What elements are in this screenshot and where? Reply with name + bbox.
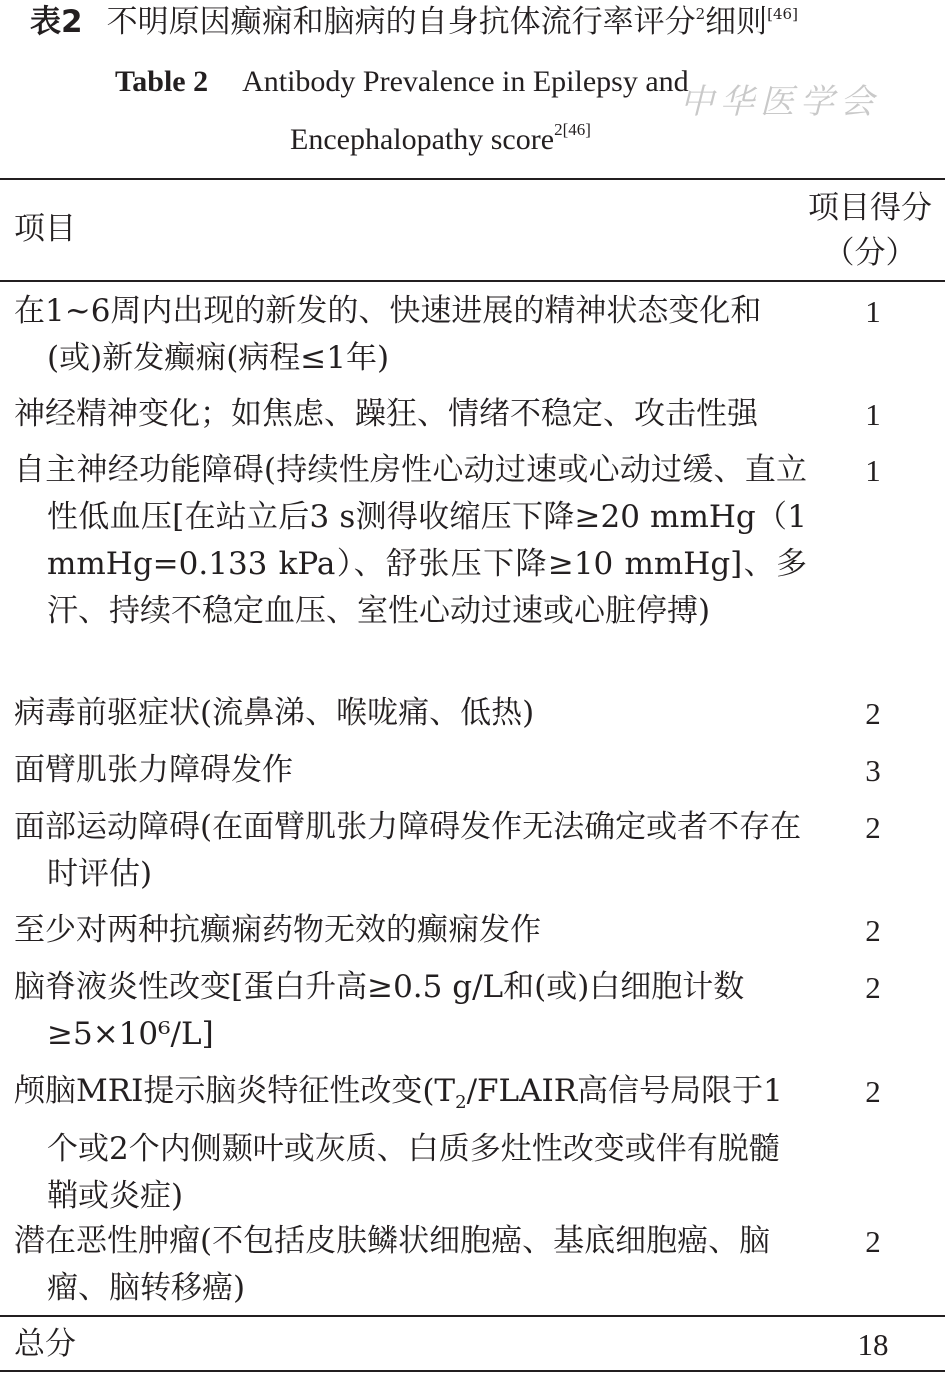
table-label-en: Table 2 [115, 65, 209, 98]
row-item [14, 1068, 807, 1220]
table-title-en-line2 [290, 118, 591, 162]
row-score: 2 [865, 913, 881, 948]
row-item: 面部运动障碍(在面臂肌张力障碍发作无法确定或者不存在时评估) [14, 809, 802, 892]
row-item: 神经精神变化；如焦虑、躁狂、情绪不稳定、攻击性强 [14, 396, 758, 432]
row-item: 潜在恶性肿瘤(不包括皮肤鳞状细胞癌、基底细胞癌、脑瘤、脑转移癌) [14, 1223, 771, 1306]
row-score: 3 [865, 753, 881, 788]
row-item: 脑脊液炎性改变[蛋白升高≥0.5 g/L和(或)白细胞计数≥5×10⁶/L] [14, 969, 745, 1052]
row-item-part: 颅脑MRI提示脑炎特征性改变(T [14, 1073, 456, 1109]
title-en-superscript: 2[46] [554, 120, 591, 139]
row-score: 2 [865, 810, 881, 845]
row-score: 1 [865, 294, 881, 329]
row-score: 1 [865, 453, 881, 488]
row-item: 病毒前驱症状(流鼻涕、喉咙痛、低热) [14, 695, 535, 731]
table-total-rule [0, 1315, 945, 1317]
table-title-cn-text: 不明原因癫痫和脑病的自身抗体流行率评分 [106, 4, 696, 40]
row-score: 2 [865, 1224, 881, 1259]
table-top-rule [0, 178, 945, 180]
table-title-cn-tail: 细则 [705, 4, 768, 40]
table-title-cn [30, 0, 798, 44]
row-item: 至少对两种抗癫痫药物无效的癫痫发作 [14, 912, 541, 948]
table-title-en-text1: Antibody Prevalence in Epilepsy and [242, 65, 689, 98]
journal-watermark: 中华医学会 [680, 82, 880, 122]
row-score: 2 [865, 970, 881, 1005]
total-value: 18 [857, 1327, 889, 1362]
total-label: 总分 [14, 1326, 76, 1362]
column-header-score-line1: 项目得分 [808, 190, 932, 226]
table-bottom-rule [0, 1370, 945, 1372]
column-header-item: 项目 [14, 211, 76, 247]
row-score: 1 [865, 397, 881, 432]
table-title-en-line1 [115, 60, 689, 104]
row-item: 自主神经功能障碍(持续性房性心动过速或心动过缓、直立性低血压[在站立后3 s测得收缩压下降≥20 mmHg（1 mmHg=0.133 kPa）、舒张压下降≥10 mmHg]、多汗、持续不稳定血压、室性心动过速或心脏停搏) [14, 452, 807, 629]
row-item: 在1~6周内出现的新发的、快速进展的精神状态变化和(或)新发癫痫(病程≤1年) [14, 293, 762, 376]
title-cn-reference: [46] [767, 5, 798, 23]
column-header-score [800, 186, 940, 276]
table-header-rule [0, 280, 945, 282]
row-item: 面臂肌张力障碍发作 [14, 752, 293, 788]
column-header-score-line2: （分） [823, 235, 917, 271]
title-cn-superscript: 2 [695, 5, 706, 23]
table-label-cn: 表2 [30, 4, 83, 40]
row-score: 2 [865, 696, 881, 731]
row-item-subscript: 2 [455, 1092, 467, 1114]
row-score: 2 [865, 1074, 881, 1109]
row-item-part: /FLAIR高信号局限于1个或2个内侧颞叶或灰质、白质多灶性改变或伴有脱髓鞘或炎症) [47, 1073, 783, 1215]
table-title-en-text2: Encephalopathy score [290, 123, 555, 156]
